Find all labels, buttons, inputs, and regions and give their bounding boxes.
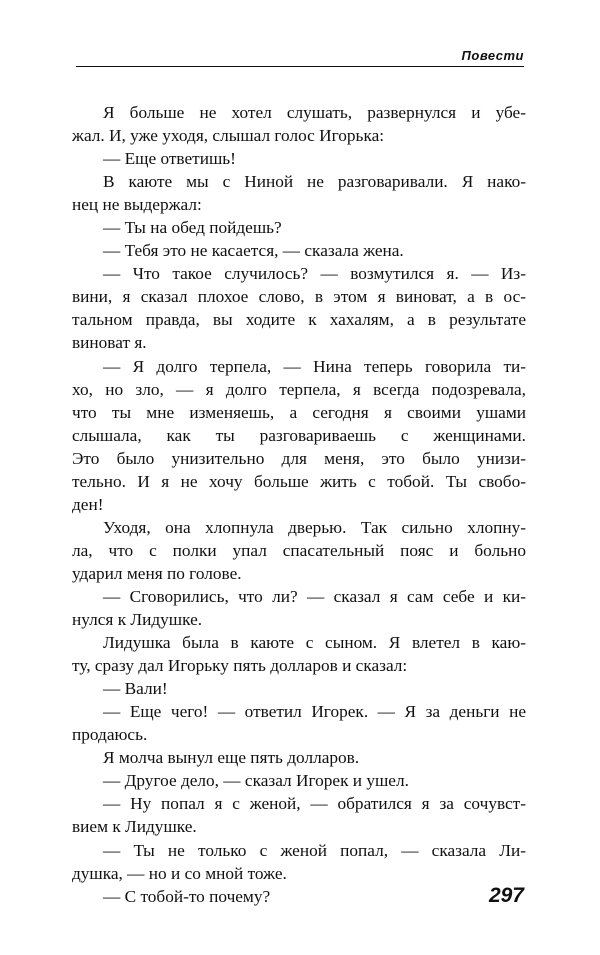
text-line: Уходя, она хлопнула дверью. Так сильно хлопну- — [103, 517, 526, 537]
text-line: Лидушка была в каюте с сыном. Я влетел в каю- — [103, 633, 526, 653]
text-line: — Я долго терпела, — Нина теперь говорила ти- — [103, 356, 526, 376]
text-line: душка, — но и со мной тоже. — [72, 863, 287, 883]
text-line: нулся к Лидушке. — [72, 610, 203, 630]
text-line: что ты мне изменяешь, а сегодня я своими ушами — [72, 402, 526, 422]
text-line: — С тобой-то почему? — [103, 886, 271, 906]
text-line: нец не выдержал: — [72, 195, 202, 215]
text-line: Это было унизительно для меня, это было унизи- — [72, 448, 526, 468]
text-line: Я больше не хотел слушать, развернулся и убе- — [103, 103, 526, 122]
text-line: — Еще ответишь! — [103, 149, 236, 169]
text-line: — Вали! — [103, 679, 168, 699]
text-line: — Другое дело, — сказал Игорек и ушел. — [103, 771, 409, 791]
text-line: — Ну попал я с женой, — обратился я за сочувст- — [103, 794, 526, 814]
text-line: ударил меня по голове. — [72, 563, 242, 583]
text-line: Я молча вынул еще пять долларов. — [103, 748, 360, 768]
text-line: — Еще чего! — ответил Игорек. — Я за деньги не — [103, 702, 526, 722]
text-line: жал. И, уже уходя, слышал голос Игорька: — [72, 126, 385, 146]
text-line: вием к Лидушке. — [72, 817, 197, 837]
text-line: вини, я сказал плохое слово, в этом я виноват, а в ос- — [72, 287, 526, 307]
text-line: ла, что с полки упал спасательный пояс и больно — [72, 540, 526, 560]
text-line: тельно. И я не хочу больше жить с тобой. Ты свобо- — [72, 471, 526, 491]
text-line: — Ты на обед пойдешь? — [103, 218, 282, 238]
body-text — [72, 101, 526, 908]
text-line: слышала, как ты разговариваешь с женщинами. — [72, 425, 526, 445]
text-line: — Сговорились, что ли? — сказал я сам себе и ки- — [103, 586, 526, 606]
page-number: 297 — [488, 884, 524, 907]
text-line: продаюсь. — [72, 725, 148, 745]
text-line: — Тебя это не касается, — сказала жена. — [103, 241, 404, 261]
text-line: виноват я. — [72, 333, 147, 353]
text-line: хо, но зло, — я долго терпела, я всегда подозревала, — [72, 379, 526, 399]
text-line: тальном правда, вы ходите к хахалям, а в результате — [72, 310, 526, 330]
text-line: В каюте мы с Ниной не разговаривали. Я нако- — [103, 172, 526, 192]
running-head: Повести — [76, 46, 524, 67]
text-line: — Ты не только с женой попал, — сказала Ли- — [103, 840, 526, 860]
text-line: ден! — [72, 494, 104, 514]
text-line: — Что такое случилось? — возмутился я. — Из- — [103, 264, 526, 284]
text-line: ту, сразу дал Игорьку пять долларов и сказал: — [72, 656, 408, 676]
